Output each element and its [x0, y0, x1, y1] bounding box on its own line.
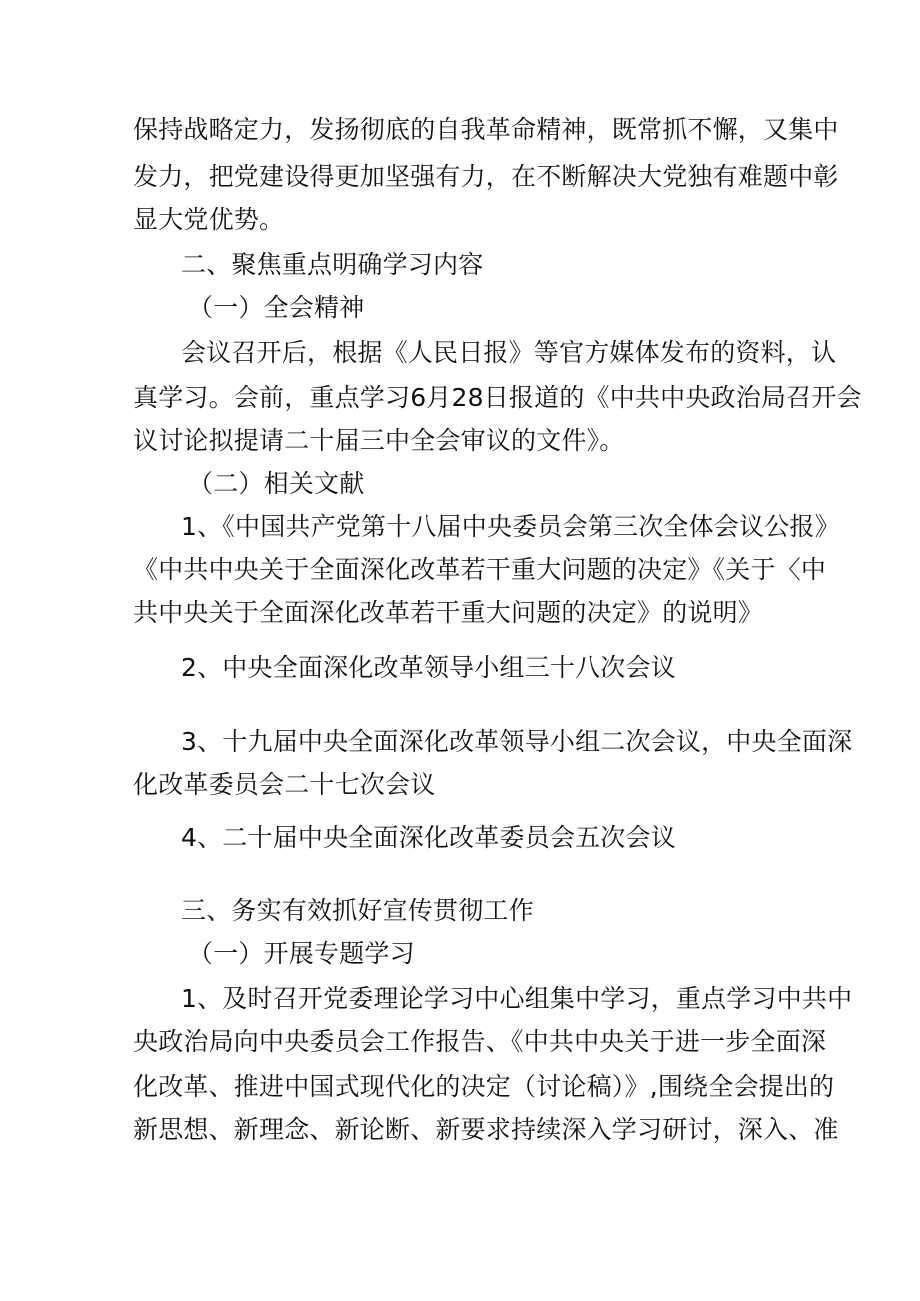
- subsection-heading: （一）开展专题学习: [188, 939, 415, 968]
- body-line: 显大党优势。: [133, 205, 285, 234]
- body-line: 央政治局向中央委员会工作报告、《中共中央关于进一步全面深: [133, 1027, 827, 1056]
- body-line: 保持战略定力，发扬彻底的自我革命精神，既常抓不懈，又集中: [133, 115, 839, 144]
- body-line: 共中央关于全面深化改革若干重大问题的决定》的说明》: [133, 598, 764, 627]
- list-item: 2、中央全面深化改革领导小组三十八次会议: [181, 653, 676, 682]
- subsection-heading: （一）全会精神: [188, 293, 365, 322]
- list-item: 3、十九届中央全面深化改革领导小组二次会议，中央全面深: [181, 727, 853, 756]
- list-item: 4、二十届中央全面深化改革委员会五次会议: [181, 823, 676, 852]
- body-line: 会议召开后，根据《人民日报》等官方媒体发布的资料，认: [181, 338, 837, 367]
- section-heading: 二、聚焦重点明确学习内容: [181, 250, 484, 279]
- body-line: 发力，把党建设得更加坚强有力，在不断解决大党独有难题中彰: [133, 162, 839, 191]
- body-line: 真学习。会前，重点学习6月28日报道的《中共中央政治局召开会: [133, 383, 862, 412]
- body-line: 新思想、新理念、新论断、新要求持续深入学习研讨，深入、准: [133, 1115, 839, 1144]
- body-line: 《中共中央关于全面深化改革若干重大问题的决定》《关于〈中: [133, 555, 827, 584]
- list-item: 1、《中国共产党第十八届中央委员会第三次全体会议公报》: [181, 512, 840, 541]
- subsection-heading: （二）相关文献: [188, 469, 365, 498]
- list-item: 1、及时召开党委理论学习中心组集中学习，重点学习中共中: [181, 984, 853, 1013]
- section-heading: 三、务实有效抓好宣传贯彻工作: [181, 896, 534, 925]
- body-line: 议讨论拟提请二十届三中全会审议的文件》。: [133, 426, 625, 455]
- body-line: 化改革、推进中国式现代化的决定（讨论稿）》,围绕全会提出的: [133, 1072, 835, 1101]
- body-line: 化改革委员会二十七次会议: [133, 770, 436, 799]
